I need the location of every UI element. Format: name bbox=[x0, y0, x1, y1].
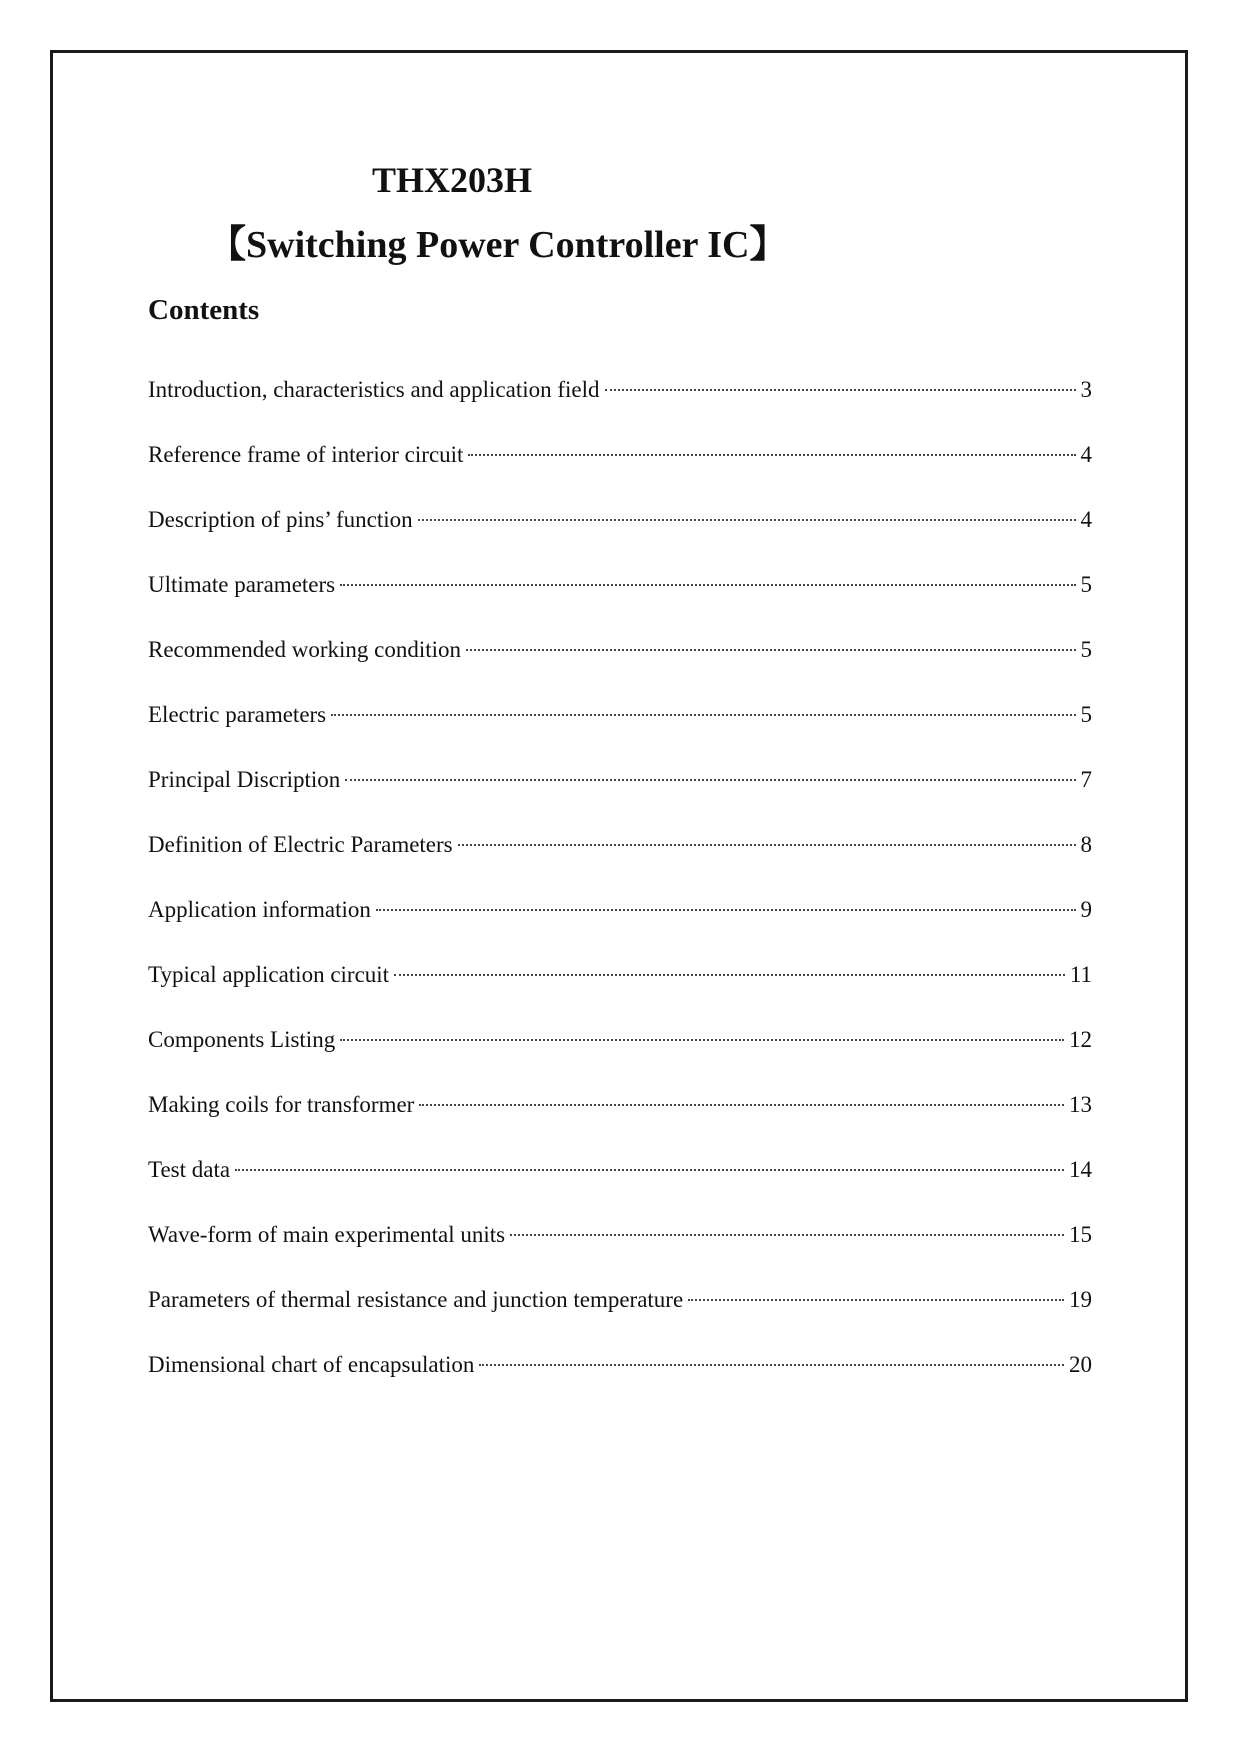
toc-entry[interactable] bbox=[148, 762, 1092, 827]
toc-dot-leader bbox=[331, 714, 1075, 716]
toc-entry[interactable] bbox=[148, 697, 1092, 762]
toc-dot-leader bbox=[394, 974, 1065, 976]
toc-entry[interactable] bbox=[148, 1347, 1092, 1412]
toc-dot-leader bbox=[419, 1104, 1064, 1106]
toc-entry[interactable] bbox=[148, 892, 1092, 957]
toc-entry-label: Principal Discription bbox=[148, 767, 341, 792]
toc-entry-label: Making coils for transformer bbox=[148, 1092, 415, 1117]
toc-entry-label: Test data bbox=[148, 1157, 231, 1182]
toc-dot-leader bbox=[418, 519, 1076, 521]
toc-dot-leader bbox=[605, 389, 1076, 391]
toc-entry-label: Wave-form of main experimental units bbox=[148, 1222, 506, 1247]
toc-entry[interactable] bbox=[148, 502, 1092, 567]
toc-entry-label: Description of pins’ function bbox=[148, 507, 413, 532]
toc-dot-leader bbox=[466, 649, 1076, 651]
toc-entry-page: 4 bbox=[1080, 442, 1092, 467]
toc-entry-label: Typical application circuit bbox=[148, 962, 390, 987]
toc-entry-label: Dimensional chart of encapsulation bbox=[148, 1352, 475, 1377]
document-subtitle: 【Switching Power Controller IC】 bbox=[208, 224, 788, 266]
toc-dot-leader bbox=[345, 779, 1075, 781]
toc-entry-page: 20 bbox=[1069, 1352, 1092, 1377]
toc-entry-label: Introduction, characteristics and application field bbox=[148, 377, 600, 402]
toc-entry[interactable] bbox=[148, 1282, 1092, 1347]
toc-dot-leader bbox=[510, 1234, 1064, 1236]
toc-entry-label: Reference frame of interior circuit bbox=[148, 442, 464, 467]
toc-entry-page: 11 bbox=[1069, 962, 1092, 987]
toc-entry[interactable] bbox=[148, 567, 1092, 632]
toc-entry-page: 7 bbox=[1080, 767, 1092, 792]
toc-entry-label: Components Listing bbox=[148, 1027, 336, 1052]
toc-entry[interactable] bbox=[148, 957, 1092, 1022]
toc-dot-leader bbox=[468, 454, 1075, 456]
document-title: THX203H bbox=[372, 160, 533, 200]
toc-entry[interactable] bbox=[148, 1217, 1092, 1282]
toc-entry[interactable] bbox=[148, 827, 1092, 892]
toc-entry[interactable] bbox=[148, 372, 1092, 437]
toc-entry[interactable] bbox=[148, 1087, 1092, 1152]
toc-entry-page: 5 bbox=[1080, 702, 1092, 727]
toc-entry-label: Parameters of thermal resistance and junction temperature bbox=[148, 1287, 684, 1312]
toc-entry-page: 19 bbox=[1069, 1287, 1092, 1312]
toc-entry-page: 9 bbox=[1080, 897, 1092, 922]
toc-entry-page: 12 bbox=[1069, 1027, 1092, 1052]
toc-dot-leader bbox=[479, 1364, 1064, 1366]
toc-entry[interactable] bbox=[148, 1022, 1092, 1087]
toc-entry-page: 15 bbox=[1069, 1222, 1092, 1247]
toc-entry-label: Electric parameters bbox=[148, 702, 327, 727]
toc-entry-page: 3 bbox=[1080, 377, 1092, 402]
toc-entry-label: Recommended working condition bbox=[148, 637, 461, 662]
toc-entry-page: 13 bbox=[1069, 1092, 1092, 1117]
toc-dot-leader bbox=[340, 584, 1075, 586]
toc-entry-page: 5 bbox=[1080, 637, 1092, 662]
toc-dot-leader bbox=[235, 1169, 1064, 1171]
toc-dot-leader bbox=[376, 909, 1076, 911]
contents-heading: Contents bbox=[148, 294, 260, 326]
toc-dot-leader bbox=[340, 1039, 1064, 1041]
toc-entry-label: Definition of Electric Parameters bbox=[148, 832, 453, 857]
table-of-contents bbox=[148, 372, 1092, 1412]
toc-entry[interactable] bbox=[148, 437, 1092, 502]
toc-entry-page: 8 bbox=[1080, 832, 1092, 857]
toc-dot-leader bbox=[688, 1299, 1064, 1301]
toc-entry-label: Application information bbox=[148, 897, 371, 922]
toc-entry-label: Ultimate parameters bbox=[148, 572, 336, 597]
toc-entry[interactable] bbox=[148, 632, 1092, 697]
toc-entry-page: 5 bbox=[1080, 572, 1092, 597]
toc-dot-leader bbox=[458, 844, 1076, 846]
toc-entry-page: 4 bbox=[1080, 507, 1092, 532]
toc-entry-page: 14 bbox=[1069, 1157, 1092, 1182]
toc-entry[interactable] bbox=[148, 1152, 1092, 1217]
